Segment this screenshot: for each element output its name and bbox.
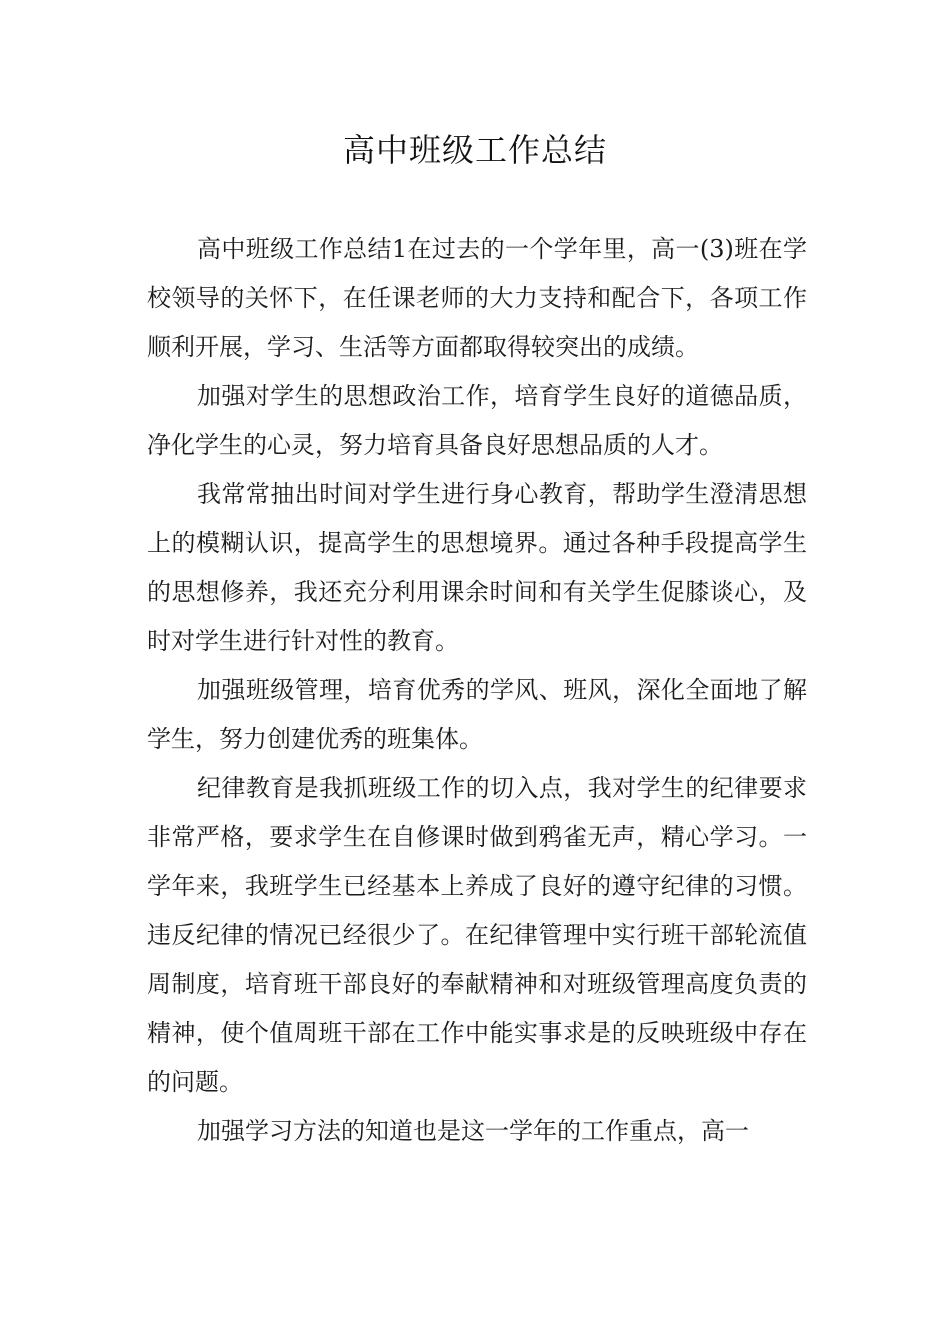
paragraph-4: 加强班级管理，培育优秀的学风、班风，深化全面地了解学生，努力创建优秀的班集体。	[147, 676, 807, 753]
paragraph-6: 加强学习方法的知道也是这一学年的工作重点，高一	[197, 1117, 749, 1145]
paragraph-1: 高中班级工作总结1在过去的一个学年里，高一(3)班在学校领导的关怀下，在任课老师的大力支持和配合下，各项工作顺利开展，学习、生活等方面都取得较突出的成绩。	[147, 235, 807, 361]
document-title: 高中班级工作总结	[342, 131, 607, 169]
paragraph-2: 加强对学生的思想政治工作，培育学生良好的道德品质，净化学生的心灵，努力培育具备良好思想品质的人才。	[147, 382, 807, 459]
paragraph-3: 我常常抽出时间对学生进行身心教育，帮助学生澄清思想上的模糊认识，提高学生的思想境界。通过各种手段提高学生的思想修养，我还充分利用课余时间和有关学生促膝谈心，及时对学生进行针对性的教育。	[147, 480, 807, 655]
document-body	[147, 225, 807, 1156]
paragraph-5: 纪律教育是我抓班级工作的切入点，我对学生的纪律要求非常严格，要求学生在自修课时做到鸦雀无声，精心学习。一学年来，我班学生已经基本上养成了良好的遵守纪律的习惯。违反纪律的情况已经很少了。在纪律管理中实行班干部轮流值周制度，培育班干部良好的奉献精神和对班级管理高度负责的精神，使个值周班干部在工作中能实事求是的反映班级中存在的问题。	[147, 774, 807, 1096]
